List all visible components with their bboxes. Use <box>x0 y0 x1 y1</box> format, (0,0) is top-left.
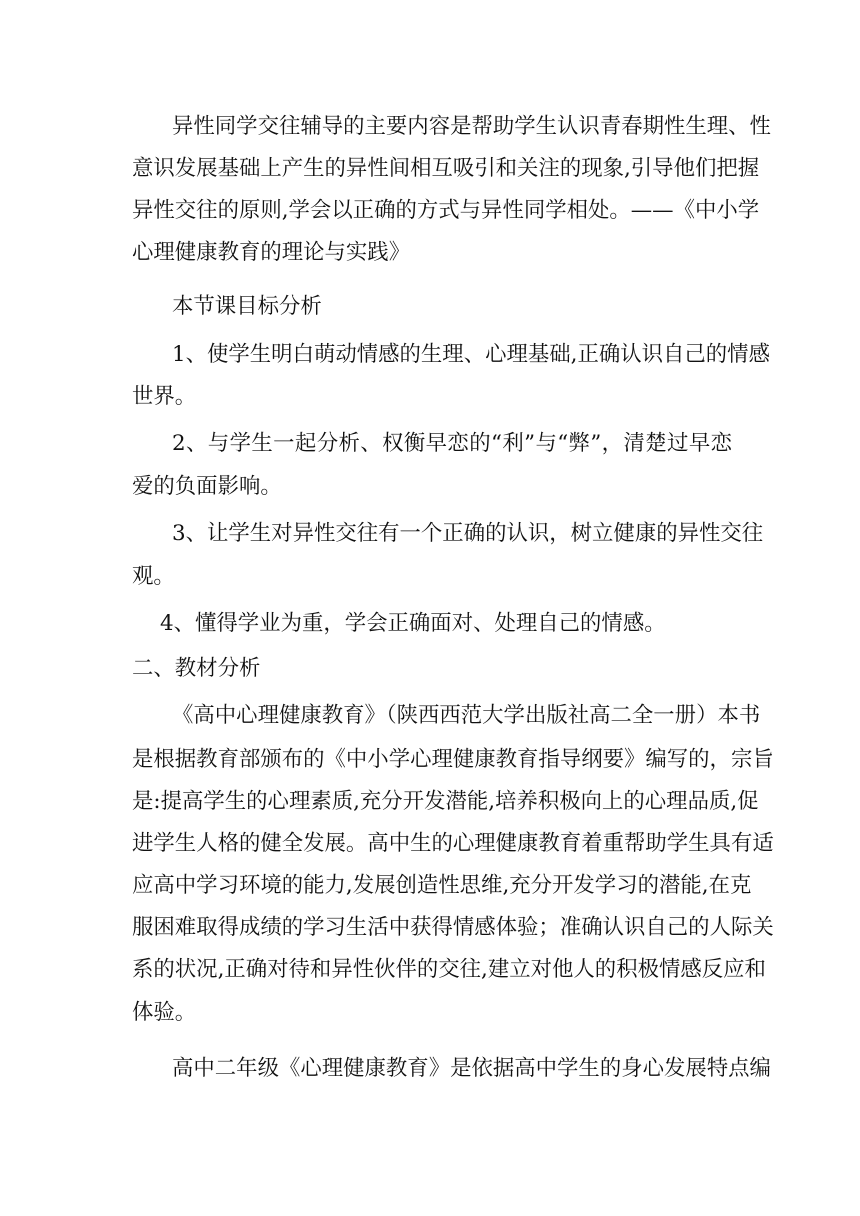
goal-item-line: 观。 <box>132 564 175 589</box>
paragraph-line: 是根据教育部颁布的《中小学心理健康教育指导纲要》编写的，宗旨 <box>132 747 774 772</box>
paragraph-line: 进学生人格的健全发展。高中生的心理健康教育着重帮助学生具有适 <box>132 831 774 856</box>
paragraph-line: 体验。 <box>132 1000 197 1025</box>
paragraph-line: 是:提高学生的心理素质,充分开发潜能,培养积极向上的心理品质,促 <box>132 789 759 814</box>
paragraph-line: 服困难取得成绩的学习生活中获得情感体验；准确认识自己的人际关 <box>132 915 774 940</box>
section-heading: 二、教材分析 <box>132 656 261 681</box>
goal-item-line: 爱的负面影响。 <box>132 474 282 499</box>
paragraph-line: 应高中学习环境的能力,发展创造性思维,充分开发学习的潜能,在克 <box>132 873 752 898</box>
paragraph-line: 意识发展基础上产生的异性间相互吸引和关注的现象,引导他们把握 <box>132 156 760 181</box>
goal-item-line: 世界。 <box>132 384 197 409</box>
paragraph-line: 异性同学交往辅导的主要内容是帮助学生认识青春期性生理、性 <box>172 114 771 139</box>
paragraph-line: 心理健康教育的理论与实践》 <box>132 240 411 265</box>
goal-item-line: 3、让学生对异性交往有一个正确的认识，树立健康的异性交往 <box>172 521 764 546</box>
goal-item-line: 1、使学生明白萌动情感的生理、心理基础,正确认识自己的情感 <box>172 342 770 367</box>
paragraph-line: 异性交往的原则,学会以正确的方式与异性同学相处。——《中小学 <box>132 198 760 223</box>
paragraph-line: 《高中心理健康教育》（陕西西范大学出版社高二全一册）本书 <box>172 703 761 728</box>
paragraph-line: 高中二年级《心理健康教育》是依据高中学生的身心发展特点编 <box>172 1056 771 1081</box>
section-subtitle: 本节课目标分析 <box>172 294 322 319</box>
paragraph-line: 系的状况,正确对待和异性伙伴的交往,建立对他人的积极情感反应和 <box>132 957 766 982</box>
goal-item-line: 4、懂得学业为重，学会正确面对、处理自己的情感。 <box>160 611 666 636</box>
goal-item-line: 2、与学生一起分析、权衡早恋的“利”与“弊”，清楚过早恋 <box>172 431 732 456</box>
